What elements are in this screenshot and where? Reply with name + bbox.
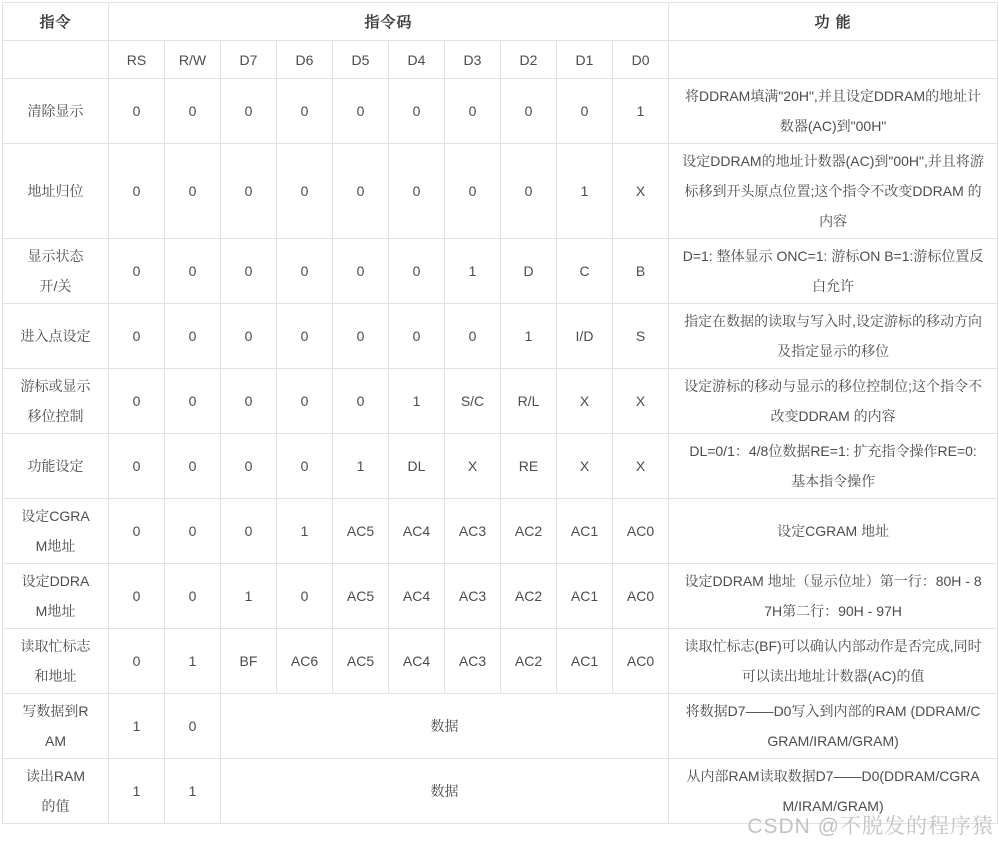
bit-cell: 1 [501,304,557,369]
bit-cell: 1 [221,564,277,629]
function-cell: 读取忙标志(BF)可以确认内部动作是否完成,同时可以读出地址计数器(AC)的值 [669,629,998,694]
bit-cell: AC2 [501,564,557,629]
bit-cell: AC1 [557,499,613,564]
bit-cell: AC2 [501,499,557,564]
bit-cell: DL [389,434,445,499]
instruction-name-cell: 游标或显示移位控制 [3,369,109,434]
bit-header-d1: D1 [557,41,613,79]
bit-cell: 0 [277,144,333,239]
bit-cell: 0 [109,564,165,629]
function-cell: 设定DDRAM 地址（显示位址）第一行：80H - 87H第二行：90H - 97H [669,564,998,629]
bit-header-d6: D6 [277,41,333,79]
bit-cell: 0 [389,79,445,144]
bit-cell: AC0 [613,629,669,694]
bit-cell: 0 [165,304,221,369]
instruction-name-cell: 设定CGRAM地址 [3,499,109,564]
bit-cell: 0 [109,369,165,434]
instruction-name-cell: 进入点设定 [3,304,109,369]
function-cell: 从内部RAM读取数据D7——D0(DDRAM/CGRAM/IRAM/GRAM) [669,759,998,824]
bit-cell: 0 [221,434,277,499]
bit-header-rw: R/W [165,41,221,79]
bit-cell: AC5 [333,499,389,564]
instruction-name-cell: 功能设定 [3,434,109,499]
bit-cell: X [613,434,669,499]
bit-cell: AC1 [557,629,613,694]
bit-cell: AC4 [389,564,445,629]
bit-cell: X [613,369,669,434]
bit-cell: 0 [165,499,221,564]
bit-cell: 0 [333,144,389,239]
bit-cell: 0 [277,79,333,144]
bit-header-d7: D7 [221,41,277,79]
bit-cell: 0 [277,434,333,499]
header-function: 功 能 [669,3,998,41]
bit-cell: 1 [109,759,165,824]
bit-cell: 0 [277,369,333,434]
instruction-name-cell: 设定DDRAM地址 [3,564,109,629]
bit-cell: 0 [109,304,165,369]
instruction-name-cell: 显示状态 开/关 [3,239,109,304]
table-row [3,304,998,369]
function-cell: 将数据D7——D0写入到内部的RAM (DDRAM/CGRAM/IRAM/GRAM) [669,694,998,759]
bit-cell: 0 [165,144,221,239]
table-row [3,564,998,629]
function-cell: 设定游标的移动与显示的移位控制位;这个指令不改变DDRAM 的内容 [669,369,998,434]
bit-cell: 0 [109,144,165,239]
bit-cell: AC0 [613,499,669,564]
bit-header-d5: D5 [333,41,389,79]
table-row [3,434,998,499]
bit-cell: 0 [333,79,389,144]
bit-cell: X [613,144,669,239]
bit-cell: 1 [109,694,165,759]
bit-cell: 0 [277,304,333,369]
bit-cell: B [613,239,669,304]
merged-data-cell: 数据 [221,694,669,759]
header-instruction: 指令 [3,3,109,41]
bit-cell: R/L [501,369,557,434]
bit-cell: 0 [277,564,333,629]
table-header [3,3,998,79]
header-empty-right [669,41,998,79]
bit-cell: AC5 [333,564,389,629]
instruction-name-cell: 读出RAM的值 [3,759,109,824]
bit-cell: 1 [445,239,501,304]
bit-cell: 0 [165,369,221,434]
bit-header-d0: D0 [613,41,669,79]
bit-cell: 0 [389,239,445,304]
bit-cell: AC5 [333,629,389,694]
bit-cell: 0 [109,499,165,564]
instruction-name-cell: 读取忙标志和地址 [3,629,109,694]
table-row [3,239,998,304]
bit-cell: 1 [557,144,613,239]
bit-cell: 0 [389,304,445,369]
header-instruction-code: 指令码 [109,3,669,41]
table-body [3,79,998,824]
bit-cell: 0 [109,629,165,694]
bit-cell: I/D [557,304,613,369]
table-row [3,79,998,144]
bit-cell: 0 [165,694,221,759]
bit-header-d4: D4 [389,41,445,79]
bit-cell: 0 [445,304,501,369]
bit-cell: 0 [445,79,501,144]
table-row [3,499,998,564]
function-cell: 将DDRAM填满"20H",并且设定DDRAM的地址计数器(AC)到"00H" [669,79,998,144]
bit-cell: 0 [221,499,277,564]
bit-cell: AC3 [445,499,501,564]
bit-cell: 0 [333,304,389,369]
bit-cell: AC4 [389,629,445,694]
instruction-name-cell: 地址归位 [3,144,109,239]
bit-header-d2: D2 [501,41,557,79]
bit-cell: 0 [165,79,221,144]
instruction-name-cell: 写数据到RAM [3,694,109,759]
function-cell: 指定在数据的读取与写入时,设定游标的移动方向及指定显示的移位 [669,304,998,369]
bit-cell: 0 [221,304,277,369]
bit-cell: AC3 [445,629,501,694]
table-row [3,629,998,694]
bit-cell: BF [221,629,277,694]
bit-cell: 0 [109,434,165,499]
bit-cell: D [501,239,557,304]
bit-cell: 0 [221,369,277,434]
function-cell: D=1: 整体显示 ONC=1: 游标ON B=1:游标位置反白允许 [669,239,998,304]
header-row-bits [3,41,998,79]
bit-cell: X [557,369,613,434]
table-row [3,694,998,759]
table-row [3,144,998,239]
bit-cell: 0 [333,239,389,304]
bit-cell: X [557,434,613,499]
header-row-main [3,3,998,41]
bit-cell: 0 [221,144,277,239]
bit-cell: 1 [165,759,221,824]
bit-cell: 0 [501,79,557,144]
watermark: CSDN @不脱发的程序猿 [747,815,994,838]
bit-cell: 0 [109,79,165,144]
function-cell: 设定DDRAM的地址计数器(AC)到"00H",并且将游标移到开头原点位置;这个指令不改变DDRAM 的内容 [669,144,998,239]
bit-cell: AC2 [501,629,557,694]
table-row [3,369,998,434]
function-cell: 设定CGRAM 地址 [669,499,998,564]
bit-cell: RE [501,434,557,499]
bit-cell: 0 [165,564,221,629]
bit-cell: 0 [109,239,165,304]
instruction-table [2,2,998,824]
bit-cell: 1 [389,369,445,434]
function-cell: DL=0/1：4/8位数据RE=1: 扩充指令操作RE=0: 基本指令操作 [669,434,998,499]
bit-cell: AC1 [557,564,613,629]
bit-cell: 0 [221,79,277,144]
bit-cell: 0 [389,144,445,239]
bit-cell: C [557,239,613,304]
header-empty-left [3,41,109,79]
bit-cell: 1 [613,79,669,144]
bit-cell: 0 [333,369,389,434]
instruction-name-cell: 清除显示 [3,79,109,144]
bit-cell: 0 [165,434,221,499]
bit-cell: 0 [501,144,557,239]
bit-cell: 1 [333,434,389,499]
bit-cell: AC4 [389,499,445,564]
bit-cell: 0 [165,239,221,304]
bit-cell: AC3 [445,564,501,629]
merged-data-cell: 数据 [221,759,669,824]
bit-cell: AC6 [277,629,333,694]
bit-header-d3: D3 [445,41,501,79]
bit-cell: AC0 [613,564,669,629]
bit-cell: X [445,434,501,499]
bit-cell: S [613,304,669,369]
bit-cell: S/C [445,369,501,434]
bit-cell: 1 [165,629,221,694]
bit-cell: 0 [557,79,613,144]
table-row [3,759,998,824]
bit-cell: 0 [277,239,333,304]
bit-cell: 0 [221,239,277,304]
bit-cell: 1 [277,499,333,564]
bit-cell: 0 [445,144,501,239]
bit-header-rs: RS [109,41,165,79]
